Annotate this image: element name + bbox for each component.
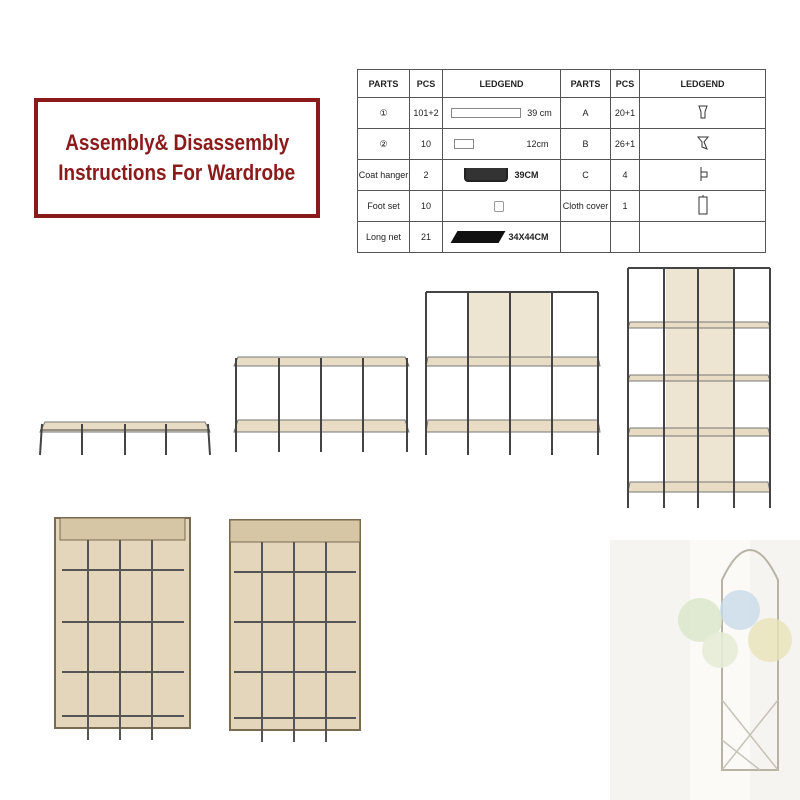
part-pcs-2: 1 bbox=[611, 191, 640, 222]
part-name-2: Cloth cover bbox=[561, 191, 611, 222]
part-name: Coat hanger bbox=[358, 160, 410, 191]
wardrobe-cover-open bbox=[55, 518, 190, 740]
part-pcs: 10 bbox=[410, 129, 443, 160]
part-pcs: 21 bbox=[410, 222, 443, 253]
part-pcs: 2 bbox=[410, 160, 443, 191]
assembly-step-1 bbox=[40, 422, 210, 455]
part-pcs-2: 4 bbox=[611, 160, 640, 191]
assembly-step-3 bbox=[426, 292, 600, 455]
legend-text: 39 cm bbox=[527, 108, 552, 118]
part-name: Long net bbox=[358, 222, 410, 253]
part-name: ① bbox=[358, 98, 410, 129]
part-name: ② bbox=[358, 129, 410, 160]
wardrobe-cover-closed bbox=[230, 520, 360, 742]
header-legend-2: LEDGEND bbox=[640, 70, 766, 98]
assembly-step-4 bbox=[628, 268, 770, 508]
flower-vase-photo bbox=[610, 540, 800, 800]
part-pcs-2: 26+1 bbox=[611, 129, 640, 160]
title-line-1: Assembly& Disassembly bbox=[64, 130, 290, 155]
part-pcs-2: 20+1 bbox=[611, 98, 640, 129]
header-parts-2: PARTS bbox=[561, 70, 611, 98]
assembly-step-2 bbox=[234, 357, 409, 452]
part-name: Foot set bbox=[358, 191, 410, 222]
header-pcs-2: PCS bbox=[611, 70, 640, 98]
title-line-2: Instructions For Wardrobe bbox=[58, 160, 296, 185]
legend-text: 12cm bbox=[526, 139, 549, 149]
header-pcs: PCS bbox=[410, 70, 443, 98]
header-legend: LEDGEND bbox=[443, 70, 561, 98]
part-name-2: C bbox=[561, 160, 611, 191]
legend-text: 34X44CM bbox=[508, 232, 549, 242]
legend-text: 39CM bbox=[514, 170, 539, 180]
part-pcs: 101+2 bbox=[410, 98, 443, 129]
header-parts: PARTS bbox=[358, 70, 410, 98]
part-name-2: A bbox=[561, 98, 611, 129]
part-name-2: B bbox=[561, 129, 611, 160]
part-pcs: 10 bbox=[410, 191, 443, 222]
